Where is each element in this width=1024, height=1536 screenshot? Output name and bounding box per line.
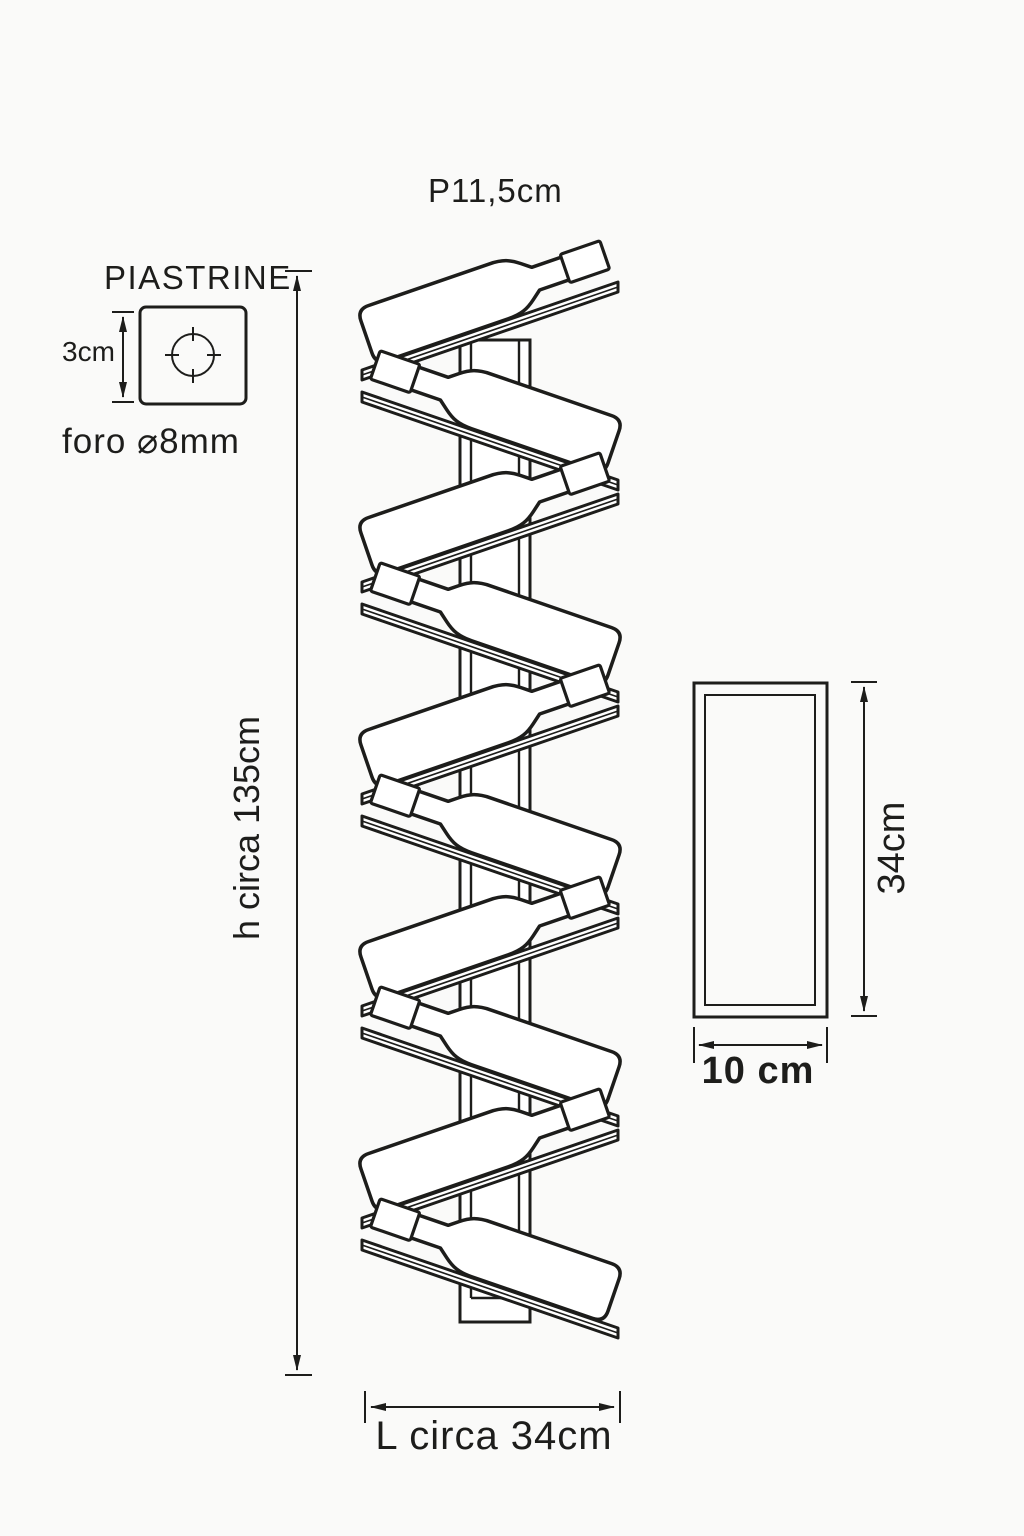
side-profile-outer: [694, 683, 827, 1017]
plate-size-dimension: [112, 312, 134, 402]
piastrine-title: PIASTRINE: [104, 259, 292, 296]
side-profile: [694, 683, 827, 1017]
width-label: L circa 34cm: [375, 1414, 613, 1458]
side-profile-inner: [705, 695, 815, 1005]
side-width-label: 10 cm: [701, 1050, 815, 1092]
depth-label: P11,5cm: [428, 172, 563, 209]
side-height-label: 34cm: [871, 801, 913, 895]
plate-diagram: [112, 307, 246, 404]
plate-size-label: 3cm: [62, 336, 115, 367]
height-label: h circa 135cm: [226, 715, 267, 941]
plate-hole-crosshair: [165, 327, 221, 383]
rack-drawing: [357, 227, 623, 1338]
plate-square: [140, 307, 246, 404]
plate-hole-label: foro ⌀8mm: [62, 422, 240, 461]
height-dimension: [285, 271, 312, 1375]
